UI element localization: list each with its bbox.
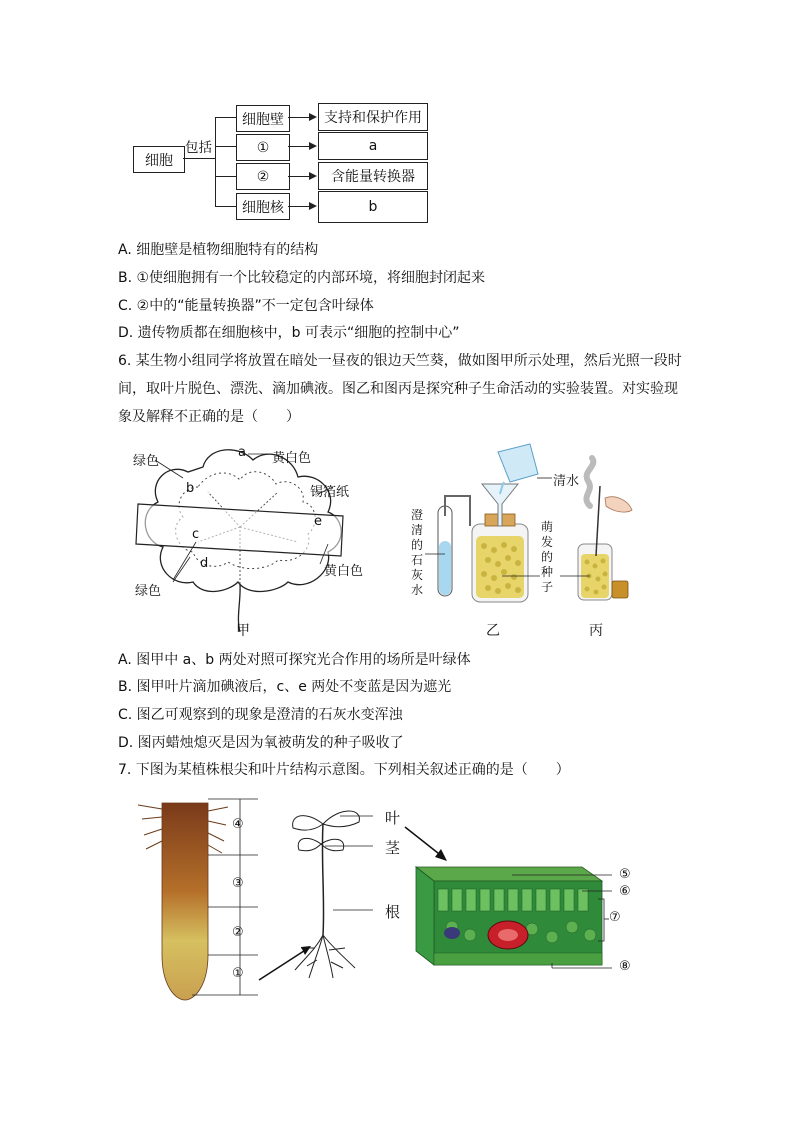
leaf-section-label-5: ⑤ <box>619 867 631 882</box>
leaf-drawing <box>128 432 378 632</box>
cell-root-box: 细胞 <box>133 146 185 173</box>
apparatus-label-seeds: 萌发的种子 <box>540 520 553 594</box>
plant-label-leaf: 叶 <box>385 809 401 827</box>
leaf-label-a: a <box>238 445 246 460</box>
figure-label-bing: 丙 <box>589 623 603 639</box>
apparatus-label-limewater: 澄清的石灰水 <box>410 508 423 597</box>
leaf-label-b: b <box>186 481 195 496</box>
q5-option-a: A. 细胞壁是植物细胞特有的结构 <box>118 242 319 258</box>
leaf-label-foil: 锡箔纸 <box>310 485 350 500</box>
leaf-label-yellow-white-right: 黄白色 <box>324 564 364 579</box>
root-tip-label-2: ② <box>232 925 244 940</box>
figure-label-yi: 乙 <box>486 623 500 639</box>
leaf-section-label-8: ⑧ <box>619 959 631 974</box>
leaf-label-c: c <box>192 527 200 542</box>
leaf-label-d: d <box>200 556 209 571</box>
q5-option-b: B. ①使细胞拥有一个比较稳定的内部环境，将细胞封闭起来 <box>118 270 486 286</box>
cell-part-1: ① <box>236 134 290 161</box>
leaf-section-label-7: ⑦ <box>609 910 621 925</box>
plant-label-stem: 茎 <box>385 839 401 857</box>
q5-option-c: C. ②中的“能量转换器”不一定包含叶绿体 <box>118 298 374 314</box>
cell-function-b: b <box>318 191 428 223</box>
leaf-label-green-top: 绿色 <box>133 454 160 469</box>
cell-function-wall: 支持和保护作用 <box>318 103 428 131</box>
q6-option-b: B. 图甲叶片滴加碘液后，c、e 两处不变蓝是因为遮光 <box>118 679 452 695</box>
leaf-label-e: e <box>314 514 322 529</box>
figure-label-jia: 甲 <box>236 623 250 639</box>
leaf-section-label-6: ⑥ <box>619 884 631 899</box>
cell-part-2: ② <box>236 163 290 190</box>
cell-function-a: a <box>318 132 428 160</box>
cell-part-nucleus: 细胞核 <box>236 193 290 220</box>
cell-function-energy: 含能量转换器 <box>318 162 428 190</box>
q6-option-c: C. 图乙可观察到的现象是澄清的石灰水变浑浊 <box>118 707 403 723</box>
q6-stem: 6. 某生物小组同学将放置在暗处一昼夜的银边天竺葵，做如图甲所示处理，然后光照一段时间，取叶片脱色、漂洗、滴加碘液。图乙和图丙是探究种子生命活动的实验装置。对实验现象及解释不正确的是（ ） <box>118 353 682 425</box>
q6-option-d: D. 图丙蜡烛熄灭是因为氧被萌发的种子吸收了 <box>118 735 404 751</box>
leaf-label-green-bottom: 绿色 <box>135 584 162 599</box>
includes-label: 包括 <box>185 140 212 156</box>
apparatus-drawing <box>400 436 650 616</box>
q5-option-d: D. 遗传物质都在细胞核中，b 可表示“细胞的控制中心” <box>118 325 460 341</box>
root-tip-label-3: ③ <box>232 876 244 891</box>
leaf-label-yellow-white-top: 黄白色 <box>272 451 312 466</box>
q7-stem: 7. 下图为某植株根尖和叶片结构示意图。下列相关叙述正确的是（ ） <box>118 762 570 778</box>
root-tip-label-4: ④ <box>232 817 244 832</box>
root-tip-label-1: ① <box>232 966 244 981</box>
cell-part-wall: 细胞壁 <box>236 105 290 132</box>
plant-label-root: 根 <box>385 903 401 921</box>
apparatus-label-water: 清水 <box>553 474 580 489</box>
q6-option-a: A. 图甲中 a、b 两处对照可探究光合作用的场所是叶绿体 <box>118 652 471 668</box>
